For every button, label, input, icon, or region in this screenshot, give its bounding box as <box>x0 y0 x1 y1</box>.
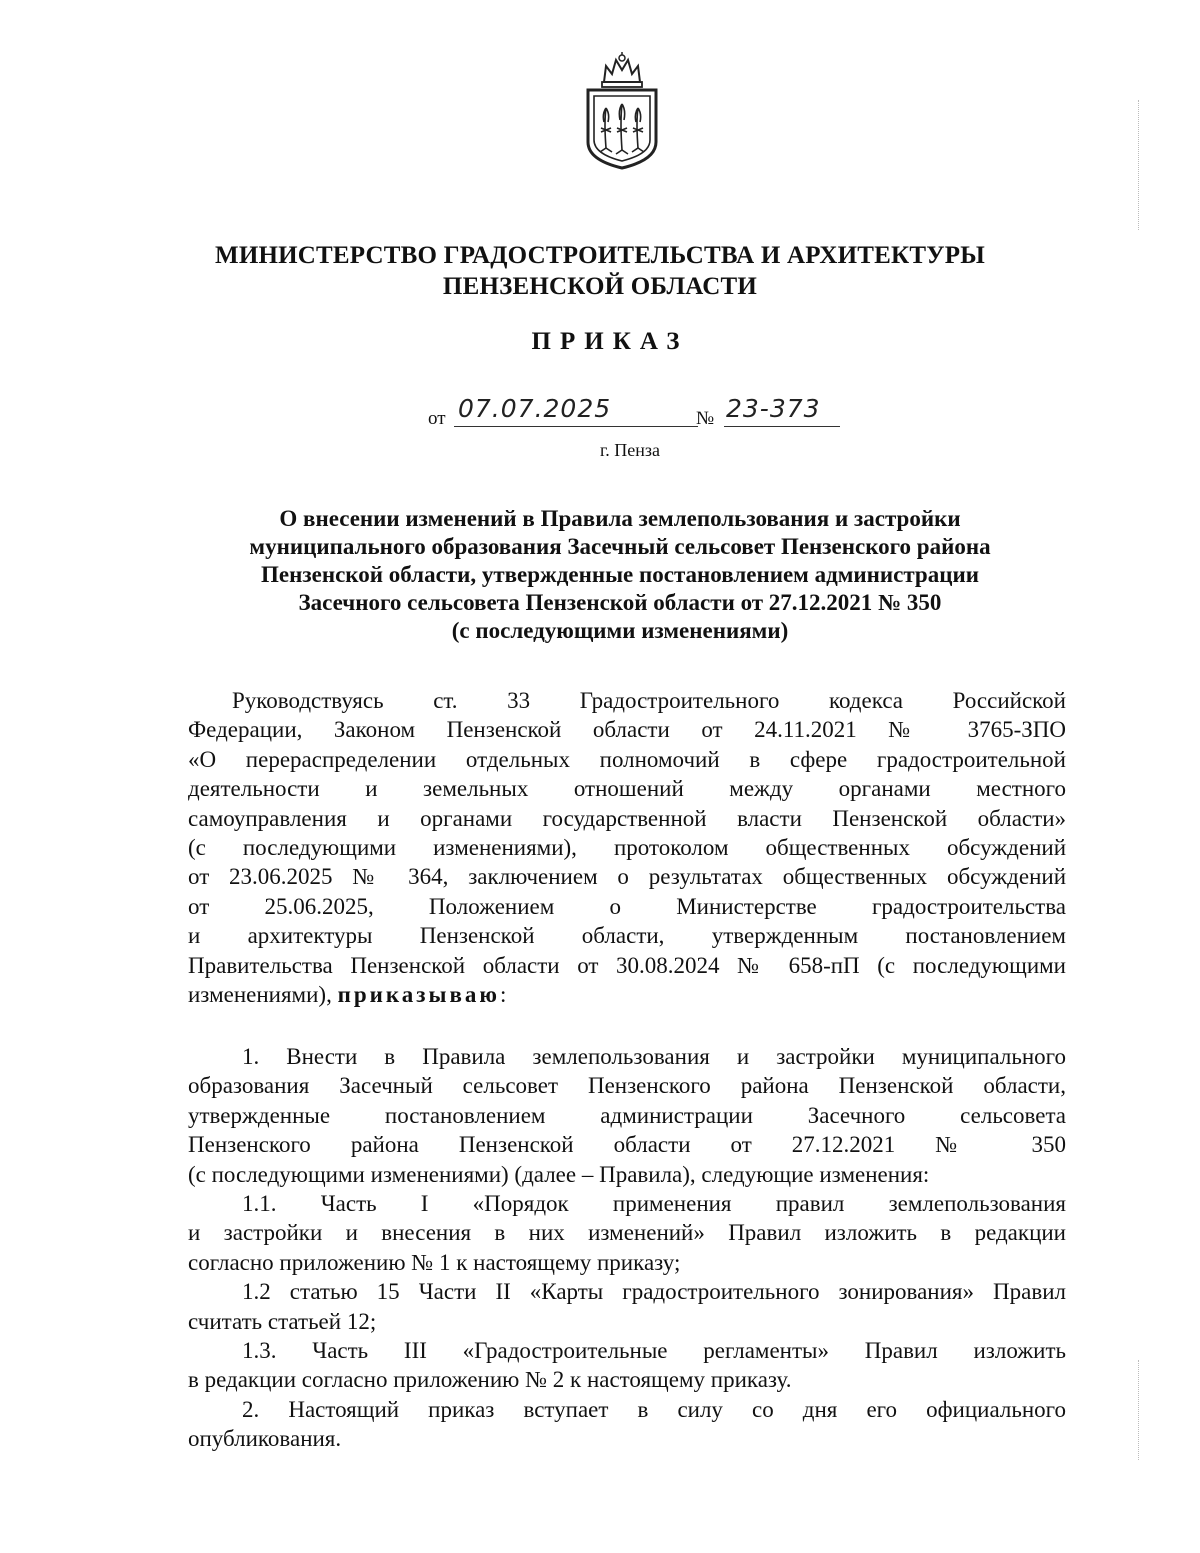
text-line: «О перераспределении отдельных полномочий в сфере градостроительной <box>188 746 1066 772</box>
text-line: согласно приложению № 1 к настоящему приказу; <box>188 1249 681 1275</box>
text-line: считать статьей 12; <box>188 1308 377 1334</box>
text-line: самоуправления и органами государственной власти Пензенской области» <box>188 805 1066 831</box>
text-line: 1.3. Часть III «Градостроительные регламенты» Правил изложить <box>242 1337 1066 1363</box>
text-fragment: изменениями), <box>188 981 338 1007</box>
ministry-name <box>150 240 1050 302</box>
handwritten-date: 07.07.2025 <box>458 394 612 423</box>
coat-of-arms-icon <box>582 52 662 170</box>
subject-line: О внесении изменений в Правила землепользования и застройки <box>279 506 961 531</box>
city: г. Пенза <box>599 440 661 460</box>
text-line: Правительства Пензенской области от 30.08.2024 № 658-пП (с последующими <box>188 952 1066 978</box>
text-line: в редакции согласно приложению № 2 к настоящему приказу. <box>188 1367 792 1393</box>
text-line: и архитектуры Пензенской области, утвержденным постановлением <box>188 923 1066 949</box>
handwritten-number: 23-373 <box>726 394 821 423</box>
text-line: 2. Настоящий приказ вступает в силу со дня его официального <box>242 1396 1066 1422</box>
text-line: образования Засечный сельсовет Пензенского района Пензенской области, <box>188 1073 1066 1099</box>
text-line: 1. Внести в Правила землепользования и застройки муниципального <box>242 1044 1066 1069</box>
text-line: 1.2 статью 15 Части II «Карты градостроительного зонирования» Правил <box>242 1279 1066 1305</box>
text-line: Пензенского района Пензенской области от 27.12.2021 № 350 <box>188 1132 1066 1158</box>
text-line: Руководствуясь ст. 33 Градостроительного кодекса Российской <box>232 688 1066 713</box>
date-underline <box>454 426 698 427</box>
text-line: опубликования. <box>188 1426 342 1452</box>
order-date-number-line <box>428 394 848 430</box>
subject-line: (с последующими изменениями) <box>451 618 789 643</box>
order-verb: приказываю <box>337 981 500 1007</box>
text-line: (с последующими изменениями) (далее – Правила), следующие изменения: <box>188 1161 930 1187</box>
number-label: № <box>696 408 715 429</box>
text-line: (с последующими изменениями), протоколом общественных обсуждений <box>188 834 1066 860</box>
subject-line: Пензенской области, утвержденные постановлением администрации <box>261 562 979 587</box>
number-underline <box>724 426 840 427</box>
text-line: и застройки и внесения в них изменений» Правил изложить в редакции <box>188 1220 1066 1246</box>
preamble-paragraph <box>188 686 1066 1009</box>
scan-margin-mark <box>1138 100 1141 230</box>
from-label: от <box>428 408 446 429</box>
subject-line: Засечного сельсовета Пензенской области от 27.12.2021 № 350 <box>298 590 942 615</box>
scan-margin-mark <box>1138 1360 1141 1460</box>
text-line <box>188 980 1066 1009</box>
order-title: ПРИКАЗ <box>531 328 689 355</box>
text-fragment: : <box>499 981 507 1007</box>
order-items <box>188 1042 1066 1453</box>
text-line: от 23.06.2025 № 364, заключением о результатах общественных обсуждений <box>188 864 1066 890</box>
text-line: 1.1. Часть I «Порядок применения правил землепользования <box>242 1190 1066 1216</box>
order-subject <box>170 505 1070 645</box>
ministry-name-line2: ПЕНЗЕНСКОЙ ОБЛАСТИ <box>442 273 758 300</box>
text-line: Федерации, Законом Пензенской области от 24.11.2021 № 3765-ЗПО <box>188 717 1066 743</box>
text-line: утвержденные постановлением администрации Засечного сельсовета <box>188 1102 1066 1128</box>
ministry-name-line1: МИНИСТЕРСТВО ГРАДОСТРОИТЕЛЬСТВА И АРХИТЕКТУРЫ <box>215 242 985 269</box>
text-line: деятельности и земельных отношений между органами местного <box>188 776 1066 802</box>
text-line: от 25.06.2025, Положением о Министерстве градостроительства <box>188 893 1066 919</box>
subject-line: муниципального образования Засечный сельсовет Пензенского района <box>249 534 991 559</box>
